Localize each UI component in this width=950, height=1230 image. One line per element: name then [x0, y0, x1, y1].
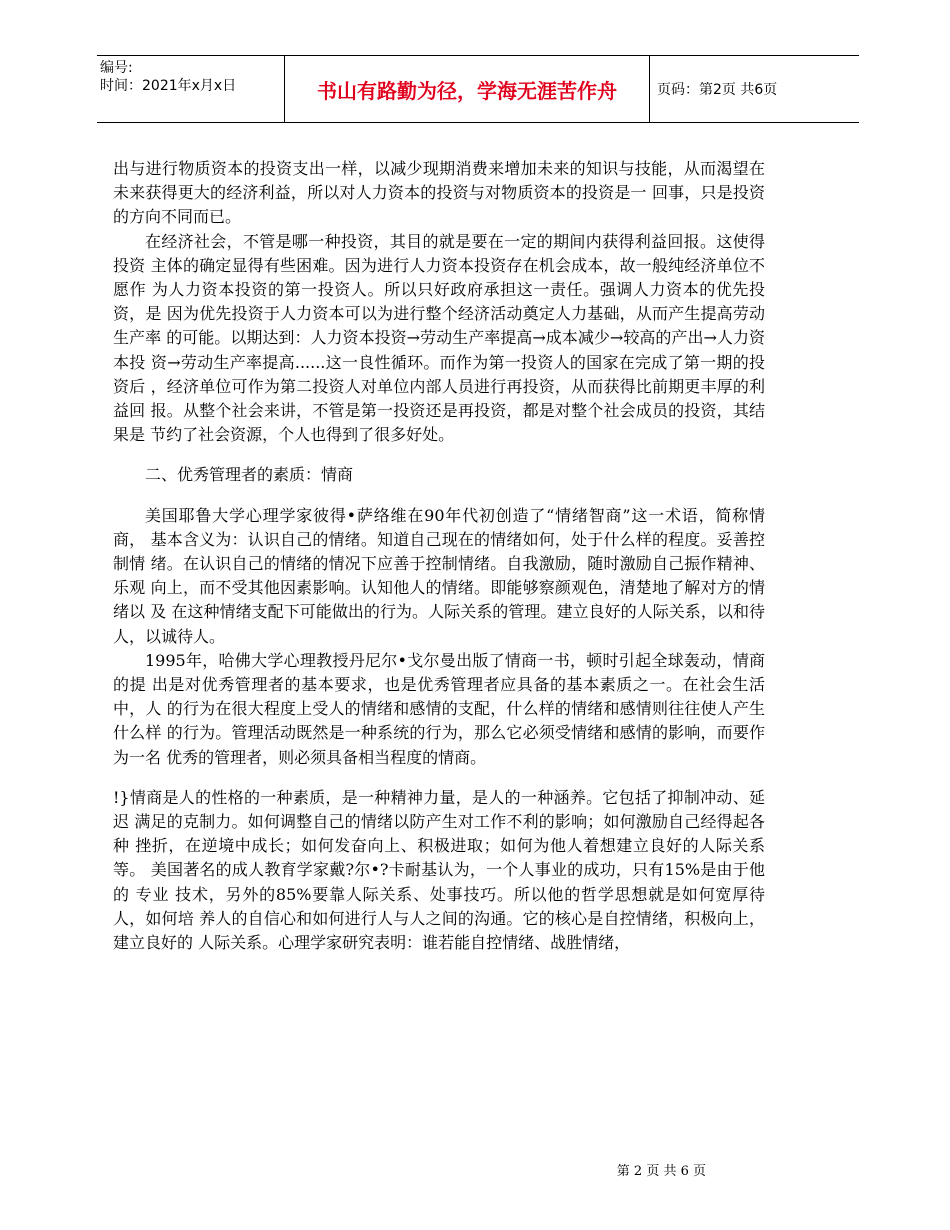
document-number-label: 编号:: [100, 60, 133, 76]
body-paragraph: 1995年，哈佛大学心理教授丹尼尔•戈尔曼出版了情商一书，顿时引起全球轰动，情商的提 出是对优秀管理者的基本要求，也是优秀管理者应具备的基本素质之一。在社会生活中，人 的行为在很大程度上受人的情绪和感情的支配，什么样的情绪和感情则往往使人产生什么样 的行为。管理活动既然是一种系统的行为，那么它必须受情绪和感情的影响，而要作为一名 优秀的管理者，则必须具备相当程度的情商。: [113, 650, 765, 767]
document-body: [113, 157, 765, 955]
body-paragraph: 出与进行物质资本的投资支出一样，以减少现期消费来增加未来的知识与技能，从而渴望在未来获得更大的经济利益，所以对人力资本的投资与对物质资本的投资是一 回事，只是投资的方向不同而已。: [113, 159, 765, 227]
body-paragraph: 在经济社会，不管是哪一种投资，其目的就是要在一定的期间内获得利益回报。这使得投资 主体的确定显得有些困难。因为进行人力资本投资存在机会成本，故一般纯经济单位不愿作 为人力资本投资的第一投资人。所以只好政府承担这一责任。强调人力资本的优先投资，是 因为优先投资于人力资本可以为进行整个经济活动奠定人力基础，从而产生提高劳动生产率 的可能。以期达到：人力资本投资→劳动生产率提高→成本减少→较高的产出→人力资本投 资→劳动生产率提高......这一良性循环。而作为第一投资人的国家在完成了第一期的投资后 ，经济单位可作为第二投资人对单位内部人员进行再投资，从而获得比前期更丰厚的利益回 报。从整个社会来讲，不管是第一投资还是再投资，都是对整个社会成员的投资，其结果是 节约了社会资源，个人也得到了很多好处。: [113, 231, 765, 445]
page-header: [97, 55, 859, 123]
section-heading: 二、优秀管理者的素质：情商: [145, 465, 354, 485]
body-paragraph: 美国耶鲁大学心理学家彼得•萨络维在90年代初创造了“情绪智商”这一术语，简称情商， 基本含义为：认识自己的情绪。知道自己现在的情绪如何，处于什么样的程度。妥善控制情 绪。在认识自己的情绪的情况下应善于控制情绪。自我激励，随时激励自己振作精神、乐观 向上，而不受其他因素影响。认知他人的情绪。即能够察颜观色，清楚地了解对方的情绪以 及 在这种情绪支配下可能做出的行为。人际关系的管理。建立良好的人际关系，以和待人，以诚待人。: [113, 505, 765, 646]
body-paragraph: !}情商是人的性格的一种素质，是一种精神力量，是人的一种涵养。它包括了抑制冲动、延迟 满足的克制力。如何调整自己的情绪以防产生对工作不利的影响；如何激励自己经得起各种 挫折，在逆境中成长；如何发奋向上、积极进取；如何为他人着想建立良好的人际关系等。 美国著名的成人教育学家戴?尔•?卡耐基认为，一个人事业的成功，只有15%是由于他的 专业 技术，另外的85%要靠人际关系、处事技巧。所以他的哲学思想就是如何宽厚待人，如何培 养人的自信心和如何进行人与人之间的沟通。它的核心是自控情绪，积极向上，建立良好的 人际关系。心理学家研究表明：谁若能自控情绪、战胜情绪，: [113, 787, 765, 953]
header-meta: [100, 59, 280, 95]
document-time-label: 时间：2021年x月x日: [100, 78, 237, 94]
page-footer: 第 2 页 共 6 页: [616, 1164, 706, 1179]
header-motto: 书山有路勤为径，学海无涯苦作舟: [284, 56, 650, 122]
header-page-info: 页码：第2页 共6页: [657, 82, 778, 98]
